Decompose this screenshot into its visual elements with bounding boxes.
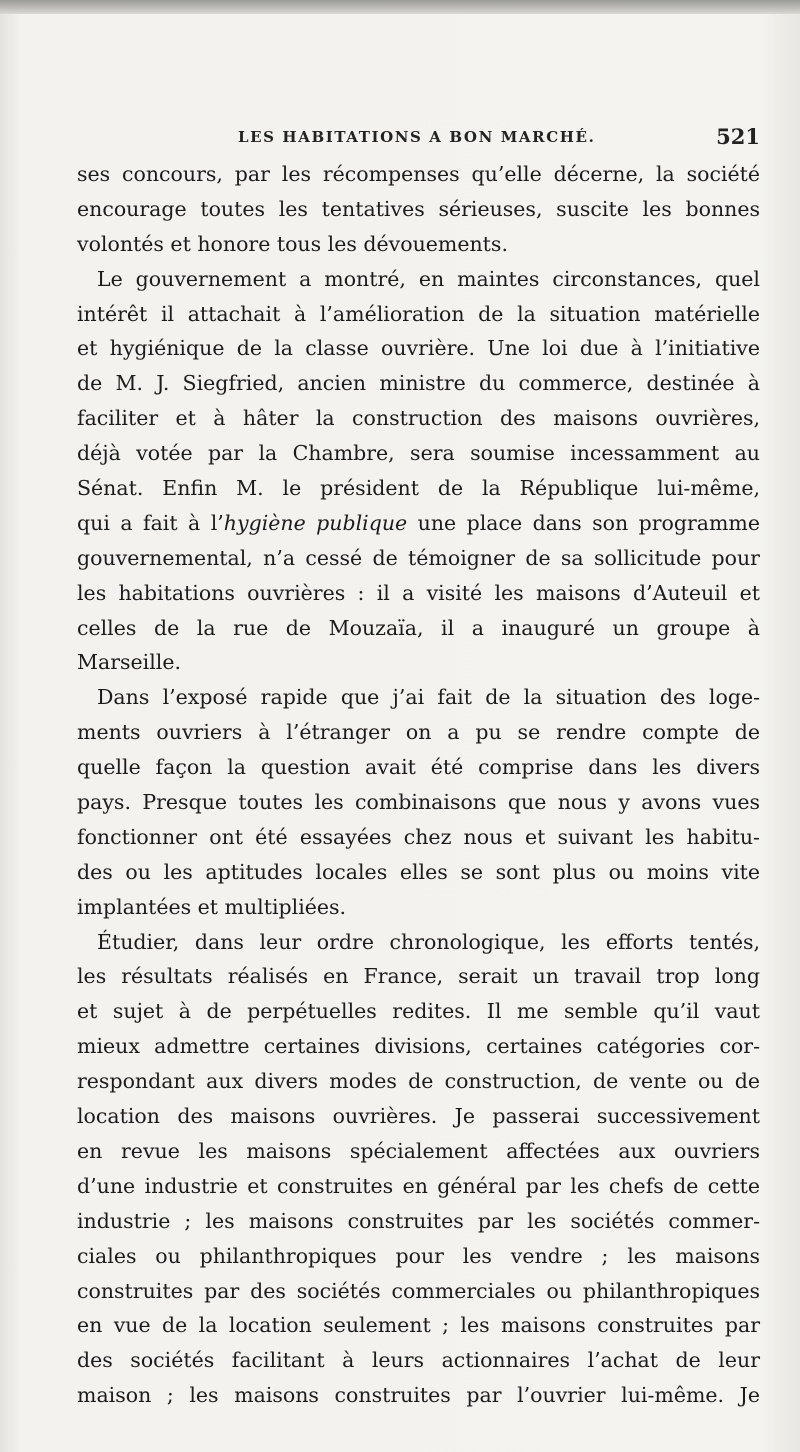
text-line: les habitations ouvrières : il a visité les maisons d’Auteuil et <box>77 580 760 605</box>
text-line: des ou les aptitudes locales elles se sont plus ou moins vite <box>77 859 760 884</box>
text-run: qui a fait à l’ <box>77 510 224 535</box>
text-line: Dans l’exposé rapide que j’ai fait de la situation des loge- <box>97 685 760 710</box>
text-line: celles de la rue de Mouzaïa, il a inauguré un groupe à <box>77 615 760 640</box>
text-line: encourage toutes les tentatives sérieuses, suscite les bonnes <box>77 196 760 221</box>
text-line: et sujet à de perpétuelles redites. Il me semble qu’il vaut <box>77 999 760 1024</box>
text-line: Marseille. <box>77 650 181 675</box>
italic-phrase: hygiène publique <box>223 510 408 535</box>
running-title: LES HABITATIONS A BON MARCHÉ. <box>238 128 596 146</box>
text-line: ments ouvriers à l’étranger on a pu se rendre compte de <box>77 720 760 745</box>
text-line: en vue de la location seulement ; les maisons construites par <box>77 1313 760 1338</box>
text-line: gouvernemental, n’a cessé de témoigner de sa sollicitude pour <box>77 545 760 570</box>
text-line: les résultats réalisés en France, serait un travail trop long <box>77 964 760 989</box>
text-run: une place dans son programme <box>407 510 761 535</box>
text-line: Sénat. Enfin M. le président de la République lui-même, <box>77 476 760 501</box>
page-header <box>78 118 766 158</box>
text-line: ciales ou philanthropiques pour les vendre ; les maisons <box>77 1243 760 1268</box>
text-line: industrie ; les maisons construites par les sociétés commer- <box>77 1208 760 1233</box>
text-line: pays. Presque toutes les combinaisons que nous y avons vues <box>77 790 760 815</box>
text-line: respondant aux divers modes de construction, de vente ou de <box>77 1069 760 1094</box>
text-line: des sociétés facilitant à leurs actionnaires l’achat de leur <box>77 1348 760 1373</box>
text-line: construites par des sociétés commerciales ou philanthropiques <box>77 1278 760 1303</box>
text-line: volontés et honore tous les dévouements. <box>77 231 508 256</box>
text-line <box>77 506 760 541</box>
text-line: en revue les maisons spécialement affectées aux ouvriers <box>77 1138 760 1163</box>
body-text <box>77 157 760 1413</box>
text-line: faciliter et à hâter la construction des maisons ouvrières, <box>77 406 760 431</box>
page-edge-shadow <box>0 0 800 14</box>
text-line: maison ; les maisons construites par l’ouvrier lui-même. Je <box>77 1383 760 1408</box>
text-line: d’une industrie et construites en général par les chefs de cette <box>77 1173 760 1198</box>
page-number: 521 <box>716 124 760 149</box>
text-line: location des maisons ouvrières. Je passerai successivement <box>77 1104 760 1129</box>
text-line: Le gouvernement a montré, en maintes circonstances, quel <box>97 266 760 291</box>
text-line: de M. J. Siegfried, ancien ministre du commerce, destinée à <box>77 371 760 396</box>
text-line: déjà votée par la Chambre, sera soumise incessamment au <box>77 441 760 466</box>
text-line: Étudier, dans leur ordre chronologique, les efforts tentés, <box>97 929 760 954</box>
text-line: fonctionner ont été essayées chez nous et suivant les habitu- <box>77 824 760 849</box>
text-line: quelle façon la question avait été comprise dans les divers <box>77 755 760 780</box>
text-line: implantées et multipliées. <box>77 894 347 919</box>
text-line: et hygiénique de la classe ouvrière. Une loi due à l’initiative <box>77 336 760 361</box>
text-line: intérêt il attachait à l’amélioration de la situation matérielle <box>77 301 760 326</box>
text-line: mieux admettre certaines divisions, certaines catégories cor- <box>77 1034 760 1059</box>
text-line: ses concours, par les récompenses qu’elle décerne, la société <box>77 162 760 186</box>
